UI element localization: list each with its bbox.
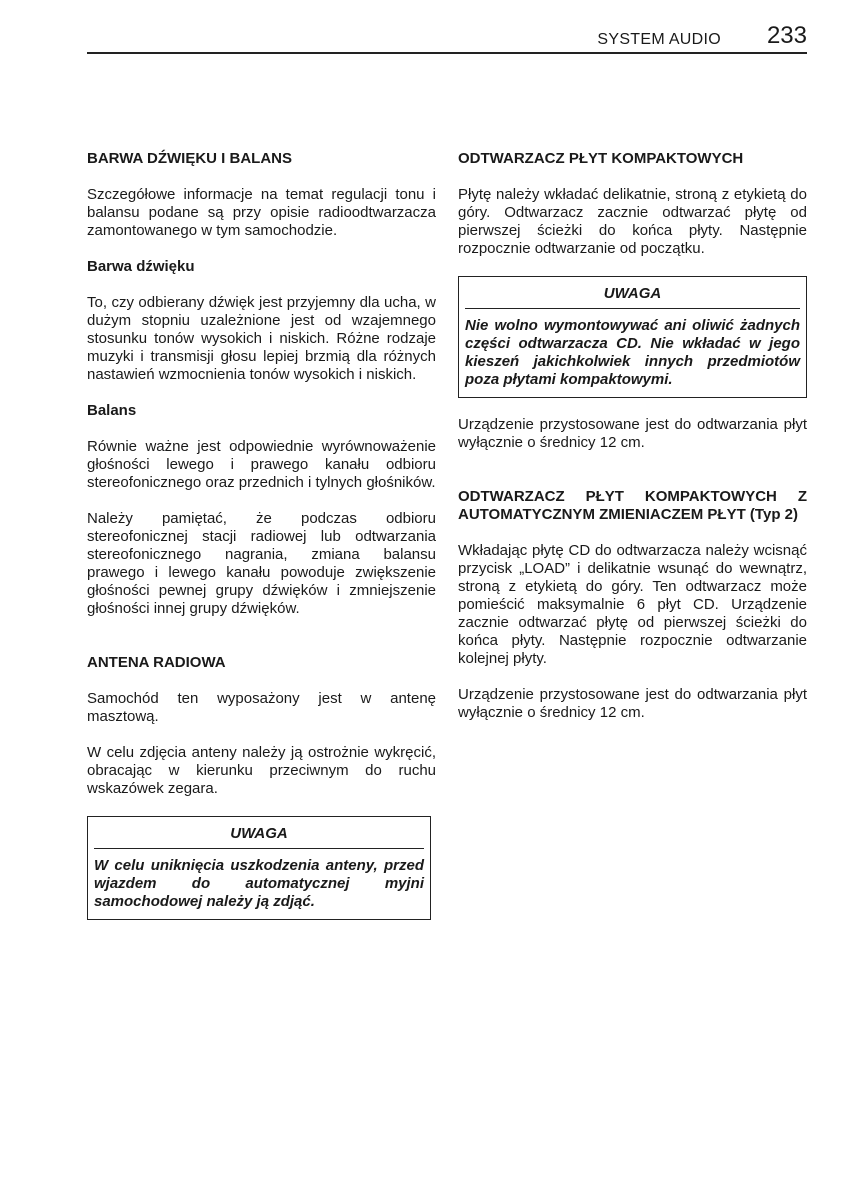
antena-heading: ANTENA RADIOWA (87, 654, 226, 671)
barwa-heading: BARWA DŹWIĘKU I BALANS (87, 150, 292, 167)
warning-body: Nie wolno wymontowywać ani oliwić żadnych części odtwarzacza CD. Nie wkładać w jego kieszeń jakichkolwiek innych przedmiotów poza płytami kompaktowymi. (465, 317, 800, 388)
balans-subheading: Balans (87, 402, 137, 419)
changer-text-2: Urządzenie przystosowane jest do odtwarzania płyt wyłącznie o średnicy 12 cm. (458, 686, 807, 721)
barwa-text: To, czy odbierany dźwięk jest przyjemny dla ucha, w dużym stopniu uzależnione jest od wzajemnego stosunku tonów wysokich i niskich. Różne rodzaje muzyki i transmisji głosu lepiej brzmią dla różnych nastawień wzmocnienia tonów wysokich i niskich. (87, 294, 436, 383)
balans-text-2: Należy pamiętać, że podczas odbioru stereofonicznej stacji radiowej lub odtwarzania stereofonicznego nagrania, zmiana balansu prawego i lewego kanału powoduje zwiększenie głośności pewnej grupy dźwięków i zmniejszenie głośności innej grupy dźwięków. (87, 510, 436, 617)
barwa-subheading: Barwa dźwięku (87, 258, 195, 275)
left-column (87, 150, 436, 920)
cd-text: Płytę należy wkładać delikatnie, stroną z etykietą do góry. Odtwarzacz zacznie odtwarzać płytę od pierwszej ścieżki do końca płyty. Następnie rozpocznie odtwarzanie od początku. (458, 186, 807, 257)
cd-warning-box (458, 276, 807, 398)
antena-text-1: Samochód ten wyposażony jest w antenę masztową. (87, 690, 436, 725)
cd-text-2: Urządzenie przystosowane jest do odtwarzania płyt wyłącznie o średnicy 12 cm. (458, 416, 807, 451)
right-column (458, 150, 807, 722)
cd-heading: ODTWARZACZ PŁYT KOMPAKTOWYCH (458, 150, 744, 167)
antenna-warning-box (87, 816, 431, 920)
page-number: 233 (766, 22, 807, 49)
warning-body: W celu uniknięcia uszkodzenia anteny, przed wjazdem do automatycznej myjni samochodowej należy ją zdjąć. (94, 857, 424, 910)
barwa-intro: Szczegółowe informacje na temat regulacji tonu i balansu podane są przy opisie radioodtwarzacza zamontowanego w tym samochodzie. (87, 186, 436, 239)
warning-title: UWAGA (94, 817, 424, 849)
balans-text-1: Równie ważne jest odpowiednie wyrównoważenie głośności lewego i prawego kanału odbioru stereofonicznego oraz przednich i tylnych głośników. (87, 438, 436, 491)
section-title: SYSTEM AUDIO (597, 31, 721, 48)
page-header (87, 24, 807, 54)
antena-text-2: W celu zdjęcia anteny należy ją ostrożnie wykręcić, obracając w kierunku przeciwnym do ruchu wskazówek zegara. (87, 744, 436, 797)
changer-heading: ODTWARZACZ PŁYT KOMPAKTOWYCH Z AUTOMATYCZNYM ZMIENIACZEM PŁYT (Typ 2) (458, 488, 807, 523)
warning-title: UWAGA (465, 277, 800, 309)
changer-text: Wkładając płytę CD do odtwarzacza należy wcisnąć przycisk „LOAD” i delikatnie wsunąć do wewnątrz, stroną z etykietą do góry. Ten odtwarzacz może pomieścić maksymalnie 6 płyt CD. Urządzenie zacznie odtwarzać płytę od pierwszej ścieżki do końca płyty. Następnie rozpocznie odtwarzanie kolejnej płyty. (458, 542, 807, 667)
